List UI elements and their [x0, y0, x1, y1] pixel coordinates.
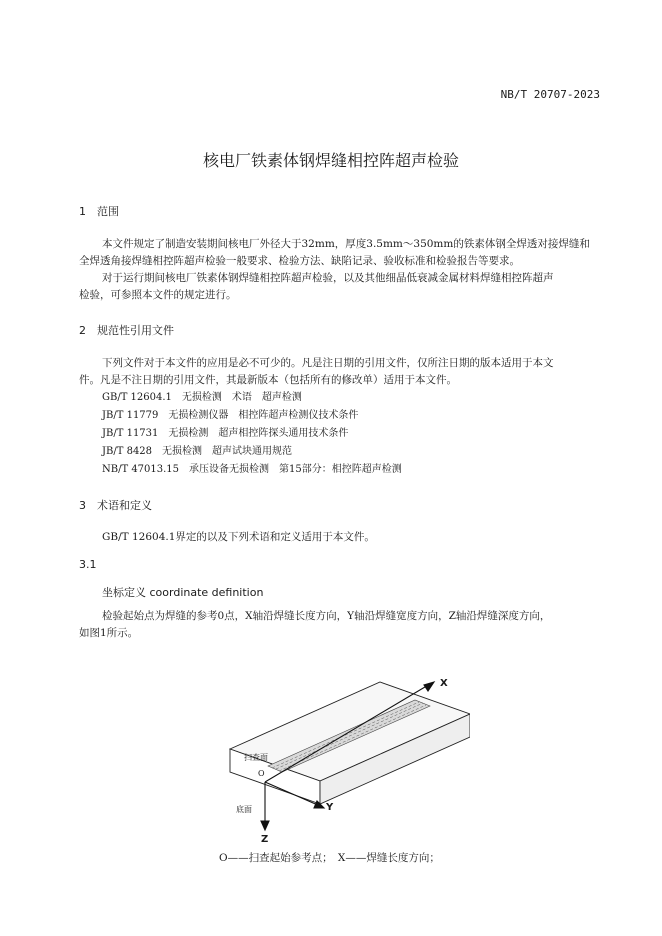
definition-line2: 如图1所示。 — [79, 627, 139, 639]
clause-number: 3.1 — [79, 558, 97, 571]
x-axis-label: X — [440, 678, 448, 689]
reference-item: JB/T 11731 无损检测 超声相控阵探头通用技术条件 — [102, 428, 349, 439]
section-1-para2-line2: 检验，可参照本文件的规定进行。 — [79, 289, 237, 301]
bottom-face-label: 底面 — [236, 805, 252, 814]
z-axis-label: Z — [261, 834, 269, 844]
reference-item: JB/T 11779 无损检测仪器 相控阵超声检测仪技术条件 — [102, 410, 359, 421]
figure-caption: O——扫查起始参考点； X——焊缝长度方向； — [219, 852, 440, 864]
section-1-para1-line1: 本文件规定了制造安装期间核电厂外径大于32mm，厚度3.5mm～350mm的铁素体钢全焊透对接焊缝和 — [102, 238, 590, 250]
scan-face-label: 扫查面 — [244, 753, 268, 762]
x-axis-arrow — [424, 682, 434, 691]
standard-number: NB/T 20707-2023 — [500, 88, 600, 101]
z-axis-arrow — [261, 821, 269, 830]
section-2-intro-line2: 件。凡是不注日期的引用文件，其最新版本（包括所有的修改单）适用于本文件。 — [79, 374, 457, 386]
term-title: 坐标定义 coordinate definition — [102, 586, 264, 599]
section-1-heading: 1 范围 — [79, 205, 119, 218]
section-2-heading: 2 规范性引用文件 — [79, 324, 174, 337]
section-2-intro-line1: 下列文件对于本文件的应用是必不可少的。凡是注日期的引用文件，仅所注日期的版本适用于本文 — [102, 357, 554, 369]
definition-line1: 检验起始点为焊缝的参考0点，X轴沿焊缝长度方向，Y轴沿焊缝宽度方向，Z轴沿焊缝深度方向， — [102, 610, 551, 622]
origin-label: O — [258, 769, 265, 778]
coordinate-figure — [220, 664, 470, 844]
section-1-para1-line2: 全焊透角接焊缝相控阵超声检验一般要求、检验方法、缺陷记录、验收标准和检验报告等要求。 — [79, 255, 520, 267]
reference-item: GB/T 12604.1 无损检测 术语 超声检测 — [102, 392, 302, 403]
y-axis-label: Y — [326, 802, 334, 813]
reference-item: NB/T 47013.15 承压设备无损检测 第15部分：相控阵超声检测 — [102, 464, 402, 475]
section-3-intro: GB/T 12604.1界定的以及下列术语和定义适用于本文件。 — [102, 531, 375, 543]
document-title: 核电厂铁素体钢焊缝相控阵超声检验 — [202, 151, 459, 170]
section-3-heading: 3 术语和定义 — [79, 499, 152, 512]
reference-item: JB/T 8428 无损检测 超声试块通用规范 — [102, 446, 293, 457]
section-1-para2-line1: 对于运行期间核电厂铁素体钢焊缝相控阵超声检验，以及其他细晶低衰减金属材料焊缝相控阵超声 — [102, 272, 554, 284]
